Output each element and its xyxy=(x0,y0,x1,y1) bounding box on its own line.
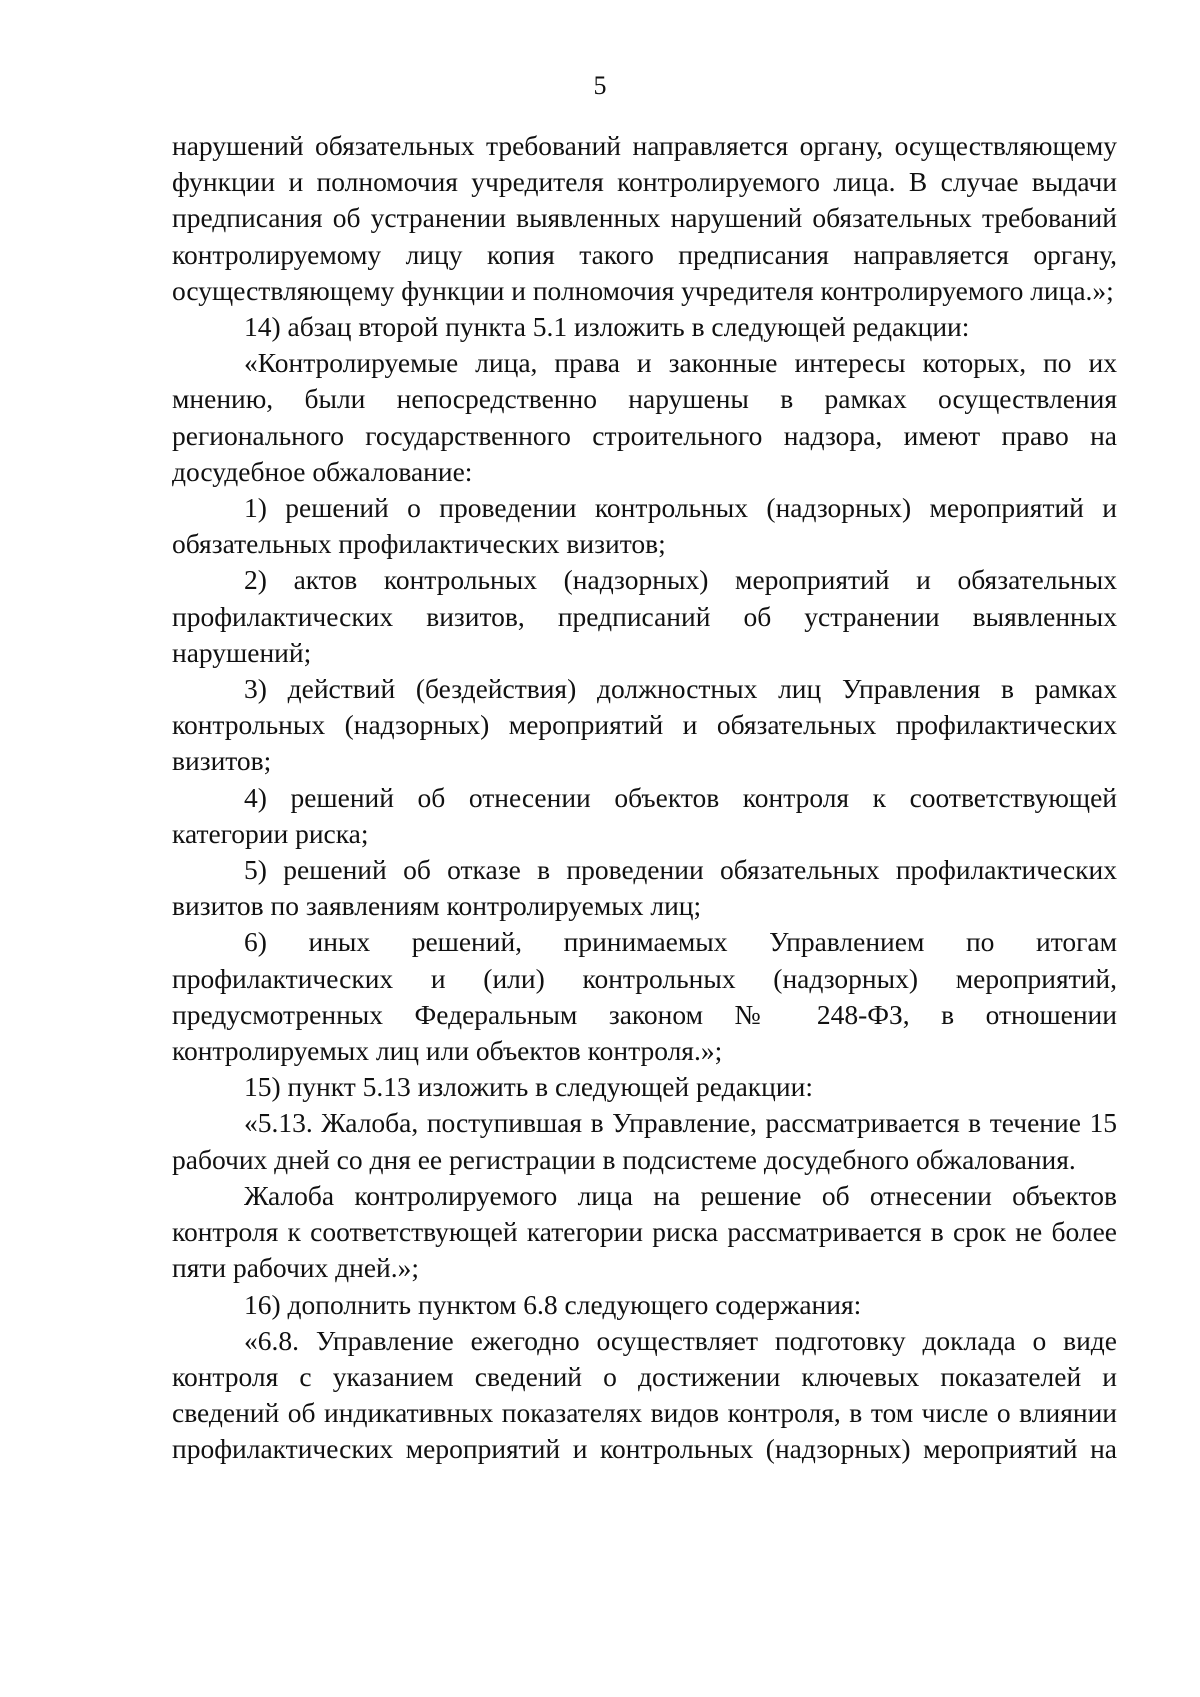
paragraph-6-8: «6.8. Управление ежегодно осуществляет подготовку доклада о виде контроля с указанием сведений о достижении ключевых показателей и сведений об индикативных показателях видов контроля, в том числе о влиянии профилактических мероприятий и контрольных (надзорных) мероприятий на xyxy=(172,1324,1117,1465)
document-body xyxy=(172,128,1117,1468)
list-item-6: 6) иных решений, принимаемых Управлением по итогам профилактических и (или) контрольных (надзорных) мероприятий, предусмотренных Федеральным законом № 248-ФЗ, в отношении контролируемых лиц или объектов контроля.»; xyxy=(172,926,1117,1067)
page-number: 5 xyxy=(593,71,607,100)
paragraph-quote-intro: «Контролируемые лица, права и законные интересы которых, по их мнению, были непосредственно нарушены в рамках осуществления регионального государственного строительного надзора, имеют право на досудебное обжалование: xyxy=(172,347,1117,487)
paragraph-item-16: 16) дополнить пунктом 6.8 следующего содержания: xyxy=(244,1288,862,1320)
list-item-1: 1) решений о проведении контрольных (надзорных) мероприятий и обязательных профилактических визитов; xyxy=(172,492,1117,560)
paragraph-item-15: 15) пункт 5.13 изложить в следующей редакции: xyxy=(244,1071,813,1103)
paragraph-item-14: 14) абзац второй пункта 5.1 изложить в следующей редакции: xyxy=(244,311,970,343)
list-item-5: 5) решений об отказе в проведении обязательных профилактических визитов по заявлениям контролируемых лиц; xyxy=(172,854,1117,922)
list-item-2: 2) актов контрольных (надзорных) мероприятий и обязательных профилактических визитов, предписаний об устранении выявленных нарушений; xyxy=(172,564,1117,668)
list-item-4: 4) решений об отнесении объектов контроля к соответствующей категории риска; xyxy=(172,781,1117,849)
paragraph-continuation: нарушений обязательных требований направляется органу, осуществляющему функции и полномочия учредителя контролируемого лица. В случае выдачи предписания об устранении выявленных нарушений обязательных требований контролируемому лицу копия такого предписания направляется органу, осуществляющему функции и полномочия учредителя контролируемого лица.»; xyxy=(172,130,1117,306)
list-item-3: 3) действий (бездействия) должностных лиц Управления в рамках контрольных (надзорных) мероприятий и обязательных профилактических визитов; xyxy=(172,673,1117,777)
paragraph-5-13: «5.13. Жалоба, поступившая в Управление, рассматривается в течение 15 рабочих дней со дня ее регистрации в подсистеме досудебного обжалования. xyxy=(172,1107,1117,1175)
paragraph-complaint-term: Жалоба контролируемого лица на решение об отнесении объектов контроля к соответствующей категории риска рассматривается в срок не более пяти рабочих дней.»; xyxy=(172,1179,1117,1284)
